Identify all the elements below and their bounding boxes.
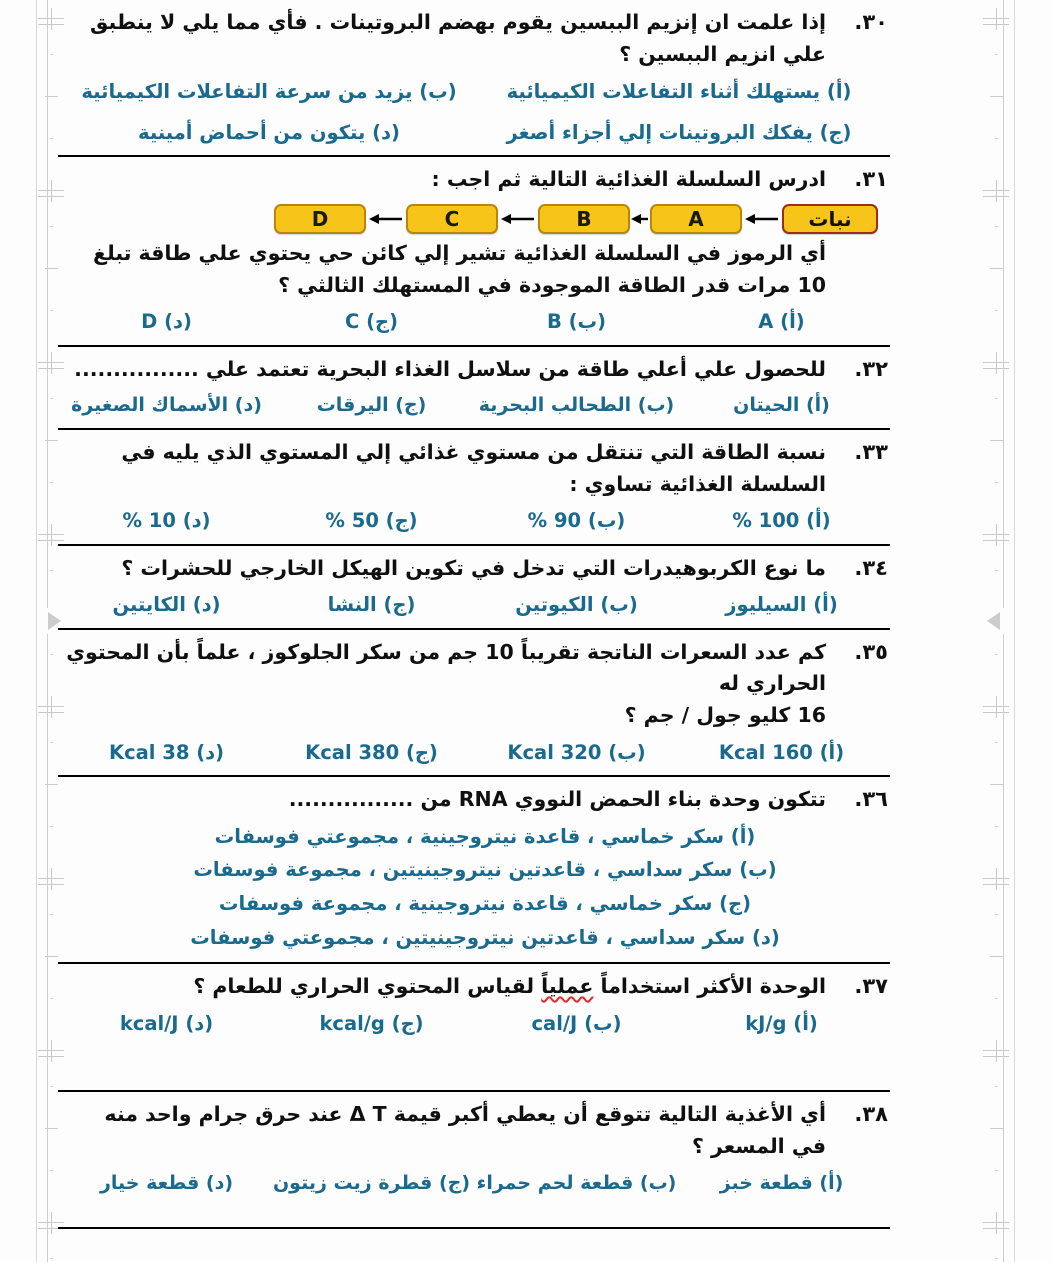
question-30-options-row-1 — [58, 73, 890, 114]
question-33-option-d[interactable]: (د) 10 % — [122, 509, 211, 533]
question-30-option-b[interactable]: (ب) يزيد من سرعة التفاعلات الكيميائية — [81, 79, 457, 103]
question-35-heading — [58, 630, 890, 734]
question-30-number: ٣٠. — [854, 10, 888, 34]
question-31-heading — [58, 157, 890, 198]
question-35-option-b[interactable]: (ب) 320 Kcal — [507, 740, 646, 764]
question-31-option-a[interactable]: (أ) A — [758, 310, 805, 334]
question-32-option-c[interactable]: (ج) اليرقات — [316, 394, 427, 417]
question-31-option-d[interactable]: (د) D — [141, 310, 192, 334]
question-30-option-a[interactable]: (أ) يستهلك أثناء التفاعلات الكيميائية — [506, 79, 852, 103]
question-30 — [58, 0, 890, 155]
question-33-option-a[interactable]: (أ) 100 % — [732, 509, 831, 533]
question-33-text: نسبة الطاقة التي تنتقل من مستوي غذائي إلي المستوي الذي يليه في السلسلة الغذائية تساوي : — [121, 439, 826, 496]
food-chain-arrow-left-icon — [366, 204, 406, 234]
question-38 — [58, 1092, 890, 1205]
question-37-text-before: الوحدة الأكثر استخداماً — [593, 974, 826, 999]
food-chain-arrow-left-icon — [498, 204, 538, 234]
question-34 — [58, 546, 890, 628]
question-35-text-line-2: 16 كليو جول / جم ؟ — [624, 703, 826, 728]
question-30-text: إذا علمت ان إنزيم الببسين يقوم بهضم البروتينات . فأي مما يلي لا ينطبق علي انزيم الببسين ؟ — [89, 10, 826, 66]
question-36-text: تتكون وحدة بناء الحمض النووي RNA من ................ — [288, 787, 826, 812]
question-34-option-d[interactable]: (د) الكايتين — [112, 593, 221, 617]
question-32-text: للحصول علي أعلي طاقة من سلاسل الغذاء البحرية تعتمد علي ................ — [74, 356, 826, 381]
question-37-option-c[interactable]: (ج) kcal/g — [319, 1011, 424, 1035]
page-edge-triangle-icon — [987, 612, 1000, 630]
food-chain-node-a: A — [650, 204, 742, 234]
food-chain-diagram — [58, 198, 890, 236]
question-34-number: ٣٤. — [854, 555, 888, 580]
question-31-option-c[interactable]: (ج) C — [345, 310, 398, 334]
question-34-options — [58, 586, 890, 627]
question-37-number: ٣٧. — [854, 974, 888, 999]
question-35-option-c[interactable]: (ج) 380 Kcal — [305, 740, 438, 764]
question-32-options — [58, 387, 890, 428]
question-33-heading — [58, 430, 890, 503]
spacer — [58, 1205, 890, 1227]
question-36-option-a[interactable]: (أ) سكر خماسي ، قاعدة نيتروجينية ، مجموعتي فوسفات — [214, 824, 756, 848]
question-38-option-b[interactable]: (ب) قطعة لحم حمراء — [476, 1171, 677, 1194]
question-34-heading — [58, 546, 890, 587]
question-38-option-d[interactable]: (د) قطعة خيار — [99, 1171, 234, 1194]
food-chain-node-plant: نبات — [782, 204, 878, 234]
separator-rule — [58, 1227, 890, 1229]
question-37-text — [60, 971, 826, 1003]
question-38-options — [58, 1165, 890, 1206]
question-32-option-d[interactable]: (د) الأسماك الصغيرة — [71, 394, 262, 417]
question-32 — [58, 347, 890, 428]
question-33 — [58, 430, 890, 544]
page-margin-line-left-outer — [36, 0, 37, 1262]
question-33-number: ٣٣. — [854, 439, 888, 464]
question-37-heading — [58, 964, 890, 1005]
question-35-option-d[interactable]: (د) 38 Kcal — [108, 740, 225, 764]
question-36-option-d[interactable]: (د) سكر سداسي ، قاعدتين نيتروجينيتين ، مجموعتي فوسفات — [190, 925, 780, 949]
question-34-text: ما نوع الكربوهيدرات التي تدخل في تكوين الهيكل الخارجي للحشرات ؟ — [121, 555, 826, 580]
question-31 — [58, 157, 890, 345]
question-36-option-b[interactable]: (ب) سكر سداسي ، قاعدتين نيتروجينيتين ، مجموعة فوسفات — [193, 858, 777, 882]
question-31-options — [58, 303, 890, 344]
question-36-heading — [58, 777, 890, 818]
question-33-options — [58, 502, 890, 543]
question-35 — [58, 630, 890, 776]
question-30-options-row-2 — [58, 114, 890, 155]
food-chain-arrow-left-icon — [630, 204, 650, 234]
question-32-option-a[interactable]: (أ) الحيتان — [733, 394, 830, 417]
food-chain-node-d: D — [274, 204, 366, 234]
question-35-text-line-1: كم عدد السعرات الناتجة تقريباً 10 جم من سكر الجلوكوز ، علماً بأن المحتوي الحراري له — [66, 639, 826, 696]
page-margin-line-right-inner — [1003, 0, 1004, 1262]
question-36 — [58, 777, 890, 962]
question-33-option-c[interactable]: (ج) 50 % — [325, 509, 418, 533]
question-38-option-a[interactable]: (أ) قطعة خبز — [719, 1171, 844, 1194]
question-32-number: ٣٢. — [854, 356, 888, 381]
exam-sheet — [58, 0, 890, 1262]
margin-tick-column-right — [983, 0, 1013, 1262]
question-35-number: ٣٥. — [854, 639, 888, 664]
question-38-text: أي الأغذية التالية تتوقع أن يعطي أكبر قيمة Δ T عند حرق جرام واحد منه في المسعر ؟ — [104, 1102, 826, 1158]
question-34-option-a[interactable]: (أ) السيليوز — [725, 593, 838, 617]
question-32-option-b[interactable]: (ب) الطحالب البحرية — [478, 394, 675, 417]
question-38-number: ٣٨. — [854, 1102, 888, 1127]
question-37 — [58, 964, 890, 1046]
question-31-text-line-2: أي الرموز في السلسلة الغذائية تشير إلي كائن حي يحتوي علي طاقة تبلغ 10 مرات قدر الطاقة الموجودة في المستهلك الثالثي ؟ — [92, 240, 826, 297]
question-32-heading — [58, 347, 890, 388]
spacer — [58, 1046, 890, 1090]
food-chain-node-c: C — [406, 204, 498, 234]
food-chain-arrow-left-icon — [742, 204, 782, 234]
question-37-options — [58, 1005, 890, 1046]
question-37-text-after: لقياس المحتوي الحراري للطعام ؟ — [193, 974, 542, 999]
question-37-option-d[interactable]: (د) kcal/J — [119, 1011, 214, 1035]
question-31-text: ادرس السلسلة الغذائية التالية ثم اجب : — [431, 167, 826, 192]
question-31-option-b[interactable]: (ب) B — [546, 310, 607, 334]
question-37-misspelled-word: عملياً — [541, 974, 594, 999]
question-35-text — [60, 637, 826, 732]
question-36-option-c[interactable]: (ج) سكر خماسي ، قاعدة نيتروجينية ، مجموعة فوسفات — [218, 892, 752, 916]
question-38-heading — [58, 1092, 890, 1165]
question-31-number: ٣١. — [854, 167, 888, 192]
question-33-option-b[interactable]: (ب) 90 % — [527, 509, 626, 533]
question-34-option-b[interactable]: (ب) الكيوتين — [515, 593, 638, 617]
question-31-subtext — [58, 236, 890, 304]
question-35-option-a[interactable]: (أ) 160 Kcal — [718, 740, 845, 764]
question-34-option-c[interactable]: (ج) النشا — [327, 593, 416, 617]
question-37-option-a[interactable]: (أ) kJ/g — [745, 1011, 818, 1035]
question-38-option-c[interactable]: (ج) قطرة زيت زيتون — [272, 1171, 471, 1194]
question-37-option-b[interactable]: (ب) cal/J — [531, 1011, 622, 1035]
page-margin-line-right-outer — [1014, 0, 1015, 1262]
question-30-option-d[interactable]: (د) يتكون من أحماض أمينية — [138, 120, 400, 144]
question-30-option-c[interactable]: (ج) يفكك البروتينات إلي أجزاء أصغر — [506, 120, 852, 144]
page-margin-line-left-inner — [47, 0, 48, 1262]
question-30-heading — [58, 0, 890, 73]
question-36-options — [58, 818, 890, 962]
food-chain-node-b: B — [538, 204, 630, 234]
question-35-options — [58, 734, 890, 775]
question-36-number: ٣٦. — [854, 787, 888, 812]
